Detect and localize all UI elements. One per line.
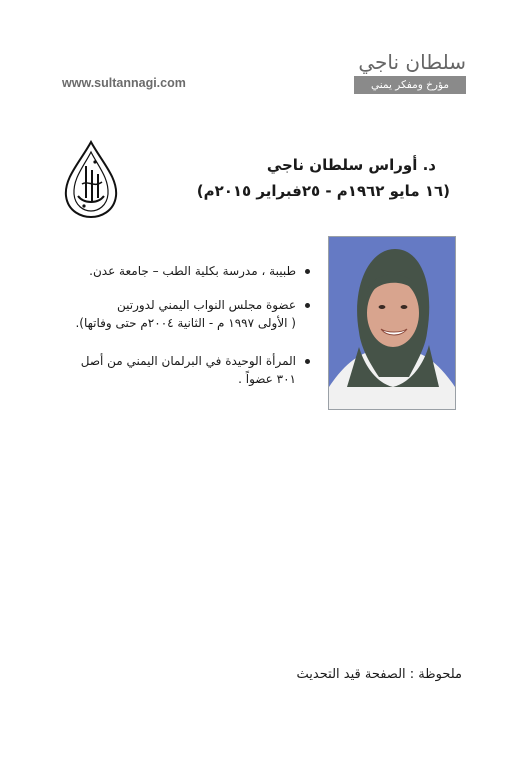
- bio-list: [40, 262, 310, 388]
- bio-item-parliament-membership: [40, 296, 310, 332]
- calligraphy-emblem-icon: [62, 140, 120, 218]
- bio-text: ( الأولى ١٩٩٧ م - الثانية ٢٠٠٤م حتى وفاتها).: [75, 316, 296, 330]
- brand-tagline: مؤرخ ومفكر يمني: [354, 76, 466, 94]
- portrait-photo: [329, 237, 455, 409]
- update-note: ملحوظة : الصفحة قيد التحديث: [296, 667, 462, 682]
- bio-text: عضوة مجلس النواب اليمني لدورتين: [116, 298, 296, 312]
- brand-name: سلطان ناجي: [358, 50, 466, 74]
- person-name: د. أوراس سلطان ناجي: [266, 156, 436, 174]
- bio-item-only-woman: [40, 352, 310, 388]
- person-dates: (١٦ مايو ١٩٦٢م - ٢٥فبراير ٢٠١٥م): [196, 182, 450, 200]
- brand-logo: [354, 50, 466, 94]
- bio-text: ٣٠١ عضواً .: [238, 372, 296, 386]
- website-url[interactable]: www.sultannagi.com: [62, 76, 186, 90]
- bio-item-profession: [40, 262, 310, 280]
- bio-text: طبيبة ، مدرسة بكلية الطب – جامعة عدن.: [89, 264, 296, 278]
- bio-text: المرأة الوحيدة في البرلمان اليمني من أصل: [80, 354, 296, 368]
